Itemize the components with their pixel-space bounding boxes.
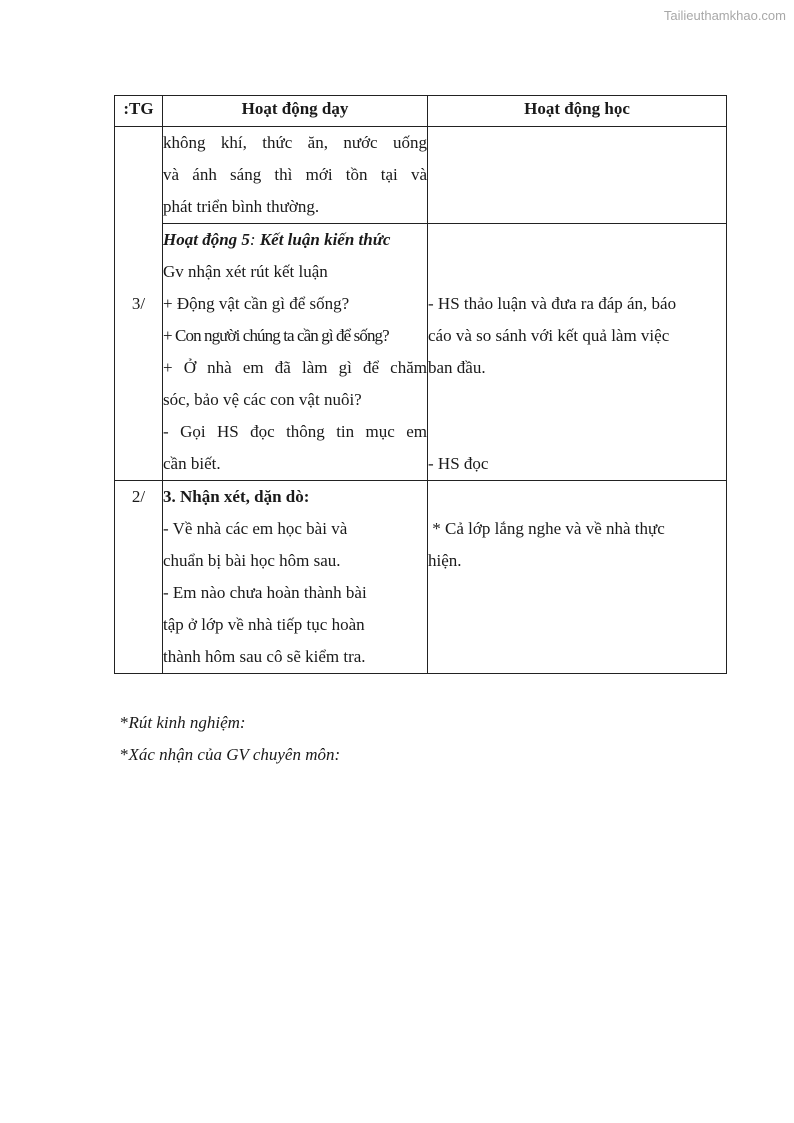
teaching-line: Gv nhận xét rút kết luận — [163, 262, 328, 281]
header-teaching: Hoạt động dạy — [163, 96, 428, 127]
time-cell-3: 3/ — [115, 127, 163, 481]
learning-line: - HS đọc — [428, 454, 489, 473]
learning-cell — [428, 481, 727, 674]
notes-section — [120, 707, 340, 771]
table-row — [115, 481, 727, 674]
teaching-line: + Động vật cần gì để sống? — [163, 294, 350, 313]
header-learning: Hoạt động học — [428, 96, 727, 127]
teaching-line: phát triển bình thường. — [163, 197, 320, 216]
teaching-line: sóc, bảo vệ các con vật nuôi? — [163, 390, 362, 409]
learning-cell-empty — [428, 127, 727, 224]
table-row — [115, 224, 727, 481]
teaching-line: + Ở nhà em đã làm gì để chăm — [163, 358, 427, 377]
header-time: :TG — [115, 96, 163, 127]
teaching-cell — [163, 224, 428, 481]
teaching-line: tập ở lớp về nhà tiếp tục hoàn — [163, 615, 365, 634]
table-header-row — [115, 96, 727, 127]
activity-5-sep: : — [249, 230, 260, 249]
asterisk: * — [120, 745, 129, 764]
learning-line: ban đầu. — [428, 358, 486, 377]
teaching-line: và ánh sáng thì mới tồn tại và — [163, 165, 427, 184]
lesson-activity-table — [114, 95, 727, 674]
learning-line: - HS thảo luận và đưa ra đáp án, báo — [428, 294, 677, 313]
learning-line: cáo và so sánh với kết quả làm việc — [428, 326, 670, 345]
learning-line: hiện. — [428, 551, 462, 570]
teaching-line: cần biết. — [163, 454, 221, 473]
teaching-line: + Con người chúng ta cần gì để sống? — [163, 326, 389, 345]
confirmation-label: Xác nhận của GV chuyên môn: — [128, 745, 341, 764]
experience-label: Rút kinh nghiệm: — [128, 713, 246, 732]
teaching-cell — [163, 481, 428, 674]
confirmation-note — [120, 739, 340, 771]
teaching-line: - Em nào chưa hoàn thành bài — [163, 583, 367, 602]
activity-5-title: Kết luận kiến thức — [259, 230, 391, 249]
table-row — [115, 127, 727, 224]
activity-5-label: Hoạt động 5 — [163, 230, 250, 249]
asterisk: * — [120, 713, 129, 732]
section-3-heading: 3. Nhận xét, dặn dò: — [163, 487, 310, 506]
watermark: Tailieuthamkhao.com — [663, 8, 786, 23]
activity-5-heading — [163, 224, 427, 256]
experience-note — [120, 707, 340, 739]
learning-line: * Cả lớp lắng nghe và về nhà thực — [428, 519, 665, 538]
teaching-line: - Gọi HS đọc thông tin mục em — [163, 422, 427, 441]
time-cell-2: 2/ — [115, 481, 163, 674]
teaching-line: - Về nhà các em học bài và — [163, 519, 348, 538]
learning-cell — [428, 224, 727, 481]
teaching-line: chuẩn bị bài học hôm sau. — [163, 551, 341, 570]
teaching-line: không khí, thức ăn, nước uống — [163, 133, 427, 152]
teaching-cell — [163, 127, 428, 224]
teaching-line: thành hôm sau cô sẽ kiểm tra. — [163, 647, 366, 666]
